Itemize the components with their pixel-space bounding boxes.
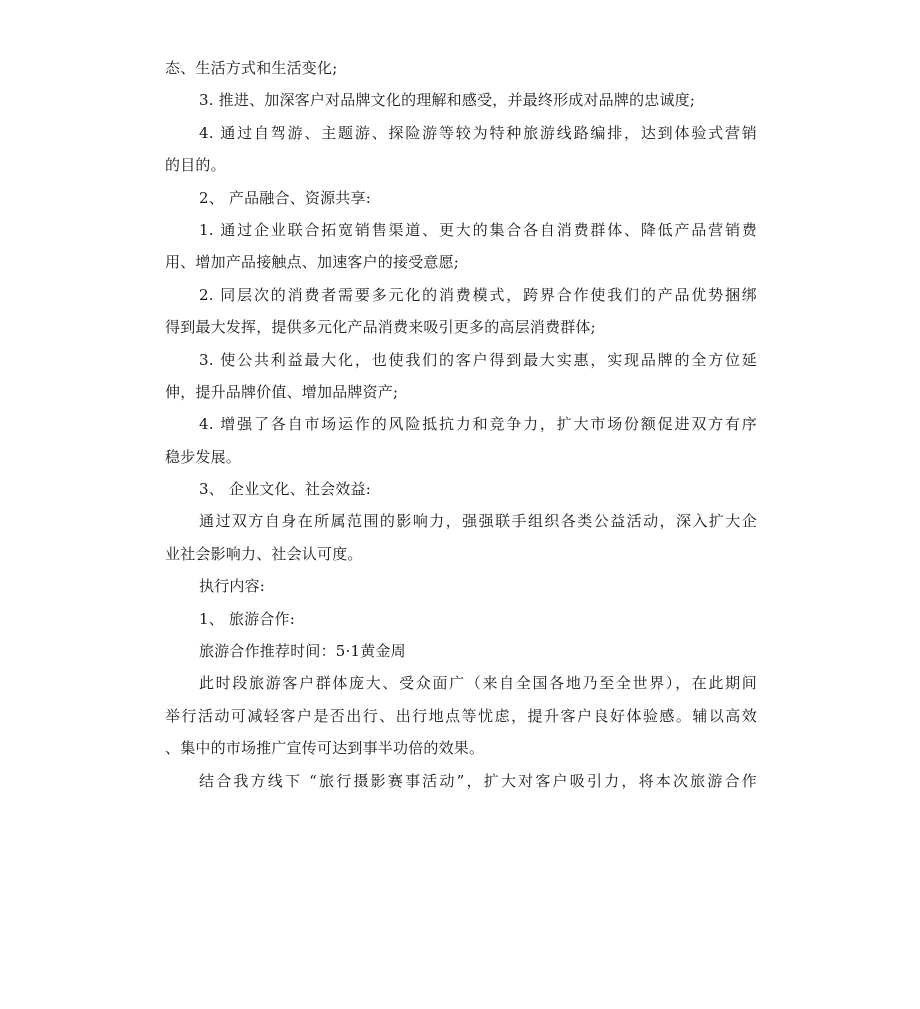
- paragraph-line: 伸，提升品牌价值、增加品牌资产;: [165, 382, 399, 401]
- paragraph-line: 的目的。: [165, 156, 226, 175]
- paragraph-line: 、集中的市场推广宣传可达到事半功倍的效果。: [165, 739, 485, 758]
- paragraph-line: 3. 推进、加深客户对品牌文化的理解和感受，并最终形成对品牌的忠诚度;: [199, 91, 696, 110]
- paragraph-line: 态、生活方式和生活变化;: [165, 59, 338, 77]
- paragraph-line: 4. 通过自驾游、主题游、探险游等较为特种旅游线路编排，达到体验式营销: [199, 123, 757, 142]
- section-heading: 1、 旅游合作:: [199, 609, 295, 628]
- paragraph-line: 结合我方线下 “旅行摄影赛事活动”，扩大对客户吸引力，将本次旅游合作: [199, 771, 757, 790]
- document-body: [165, 52, 757, 797]
- paragraph-line: 稳步发展。: [165, 447, 242, 466]
- paragraph-line: 1. 通过企业联合拓宽销售渠道、更大的集合各自消费群体、降低产品营销费: [199, 220, 757, 239]
- section-heading: 3、 企业文化、社会效益:: [199, 480, 371, 499]
- section-heading: 2、 产品融合、资源共享:: [199, 188, 371, 207]
- paragraph-line: 4. 增强了各自市场运作的风险抵抗力和竞争力，扩大市场份额促进双方有序: [199, 415, 757, 434]
- paragraph-line: 此时段旅游客户群体庞大、受众面广（来自全国各地乃至全世界），在此期间: [199, 674, 757, 693]
- paragraph-line: 旅游合作推荐时间：5·1黄金周: [199, 642, 406, 661]
- paragraph-line: 得到最大发挥，提供多元化产品消费来吸引更多的高层消费群体;: [165, 318, 596, 337]
- paragraph-line: 3. 使公共利益最大化，也使我们的客户得到最大实惠，实现品牌的全方位延: [199, 350, 757, 369]
- paragraph-line: 2. 同层次的消费者需要多元化的消费模式，跨界合作使我们的产品优势捆绑: [199, 285, 757, 304]
- paragraph-line: 业社会影响力、社会认可度。: [165, 544, 363, 563]
- section-heading: 执行内容:: [199, 577, 266, 596]
- paragraph-line: 举行活动可减轻客户是否出行、出行地点等忧虑，提升客户良好体验感。辅以高效: [165, 706, 757, 725]
- paragraph-line: 用、增加产品接触点、加速客户的接受意愿;: [165, 253, 460, 272]
- paragraph-line: 通过双方自身在所属范围的影响力，强强联手组织各类公益活动，深入扩大企: [199, 512, 757, 531]
